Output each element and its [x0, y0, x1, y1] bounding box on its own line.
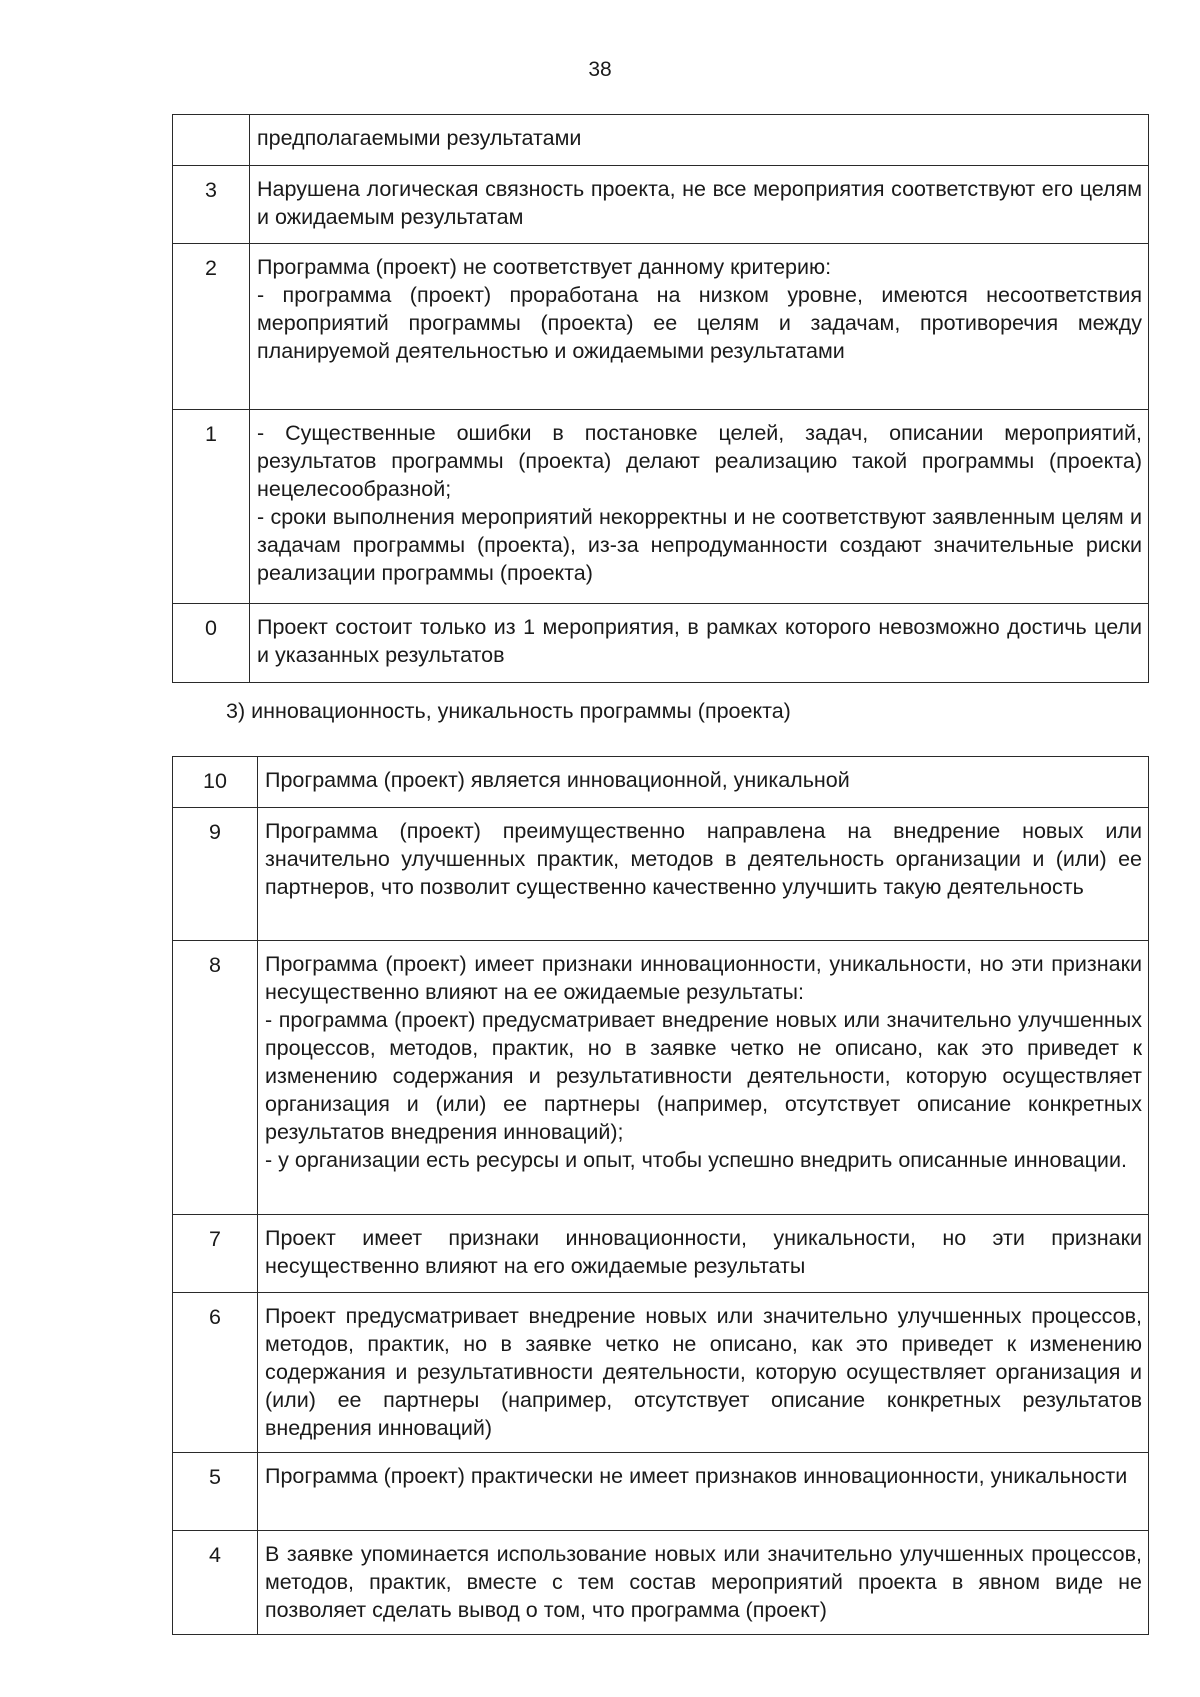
table-row — [173, 604, 1149, 683]
description-cell — [258, 757, 1149, 808]
description-cell — [258, 1215, 1149, 1293]
description-line: предполагаемыми результатами — [257, 126, 582, 150]
description-cell — [258, 1453, 1149, 1531]
score-cell: 8 — [173, 941, 258, 1215]
score-cell — [173, 115, 250, 166]
description-line: Программа (проект) преимущественно направлена на внедрение новых или значительно улучшенных практик, методов в деятельность организации и (или) ее партнеров, что позволит существенно качественно улучшить такую деятельность — [265, 819, 1142, 899]
score-cell: 2 — [173, 244, 250, 410]
table-row — [173, 1215, 1149, 1293]
description-line: В заявке упоминается использование новых или значительно улучшенных процессов, методов, практик, вместе с тем состав мероприятий проекта в явном виде не позволяет сделать вывод о том, что программа (проект) — [265, 1542, 1142, 1622]
table-row — [173, 1531, 1149, 1635]
description-line: - программа (проект) предусматривает внедрение новых или значительно улучшенных процессов, методов, практик, но в заявке четко не описано, как это приведет к изменению содержания и результативности деятельности, которую осуществляет организация и (или) ее партнеры (например, отсутствует описание конкретных результатов внедрения инноваций); — [265, 1008, 1142, 1144]
score-cell: 4 — [173, 1531, 258, 1635]
description-line: Проект имеет признаки инновационности, уникальности, но эти признаки несущественно влияют на его ожидаемые результаты — [265, 1226, 1142, 1278]
table-row — [173, 1453, 1149, 1531]
table-row — [173, 1293, 1149, 1453]
table-row — [173, 115, 1149, 166]
section-heading: 3) инновационность, уникальность программы (проекта) — [226, 699, 791, 723]
table-row — [173, 757, 1149, 808]
criteria-table-logic — [172, 114, 1149, 683]
description-cell — [258, 1293, 1149, 1453]
table-row — [173, 808, 1149, 941]
score-cell: 7 — [173, 1215, 258, 1293]
score-cell: 0 — [173, 604, 250, 683]
description-line: Нарушена логическая связность проекта, не все мероприятия соответствуют его целям и ожидаемым результатам — [257, 177, 1142, 229]
description-line: - Существенные ошибки в постановке целей, задач, описании мероприятий, результатов программы (проекта) делают реализацию такой программы (проекта) нецелесообразной; — [257, 421, 1142, 501]
score-cell: 6 — [173, 1293, 258, 1453]
page-number: 38 — [588, 58, 612, 81]
description-line: Программа (проект) имеет признаки инновационности, уникальности, но эти признаки несущественно влияют на ее ожидаемые результаты: — [265, 952, 1142, 1004]
description-line: Программа (проект) практически не имеет признаков инновационности, уникальности — [265, 1464, 1128, 1488]
description-cell — [250, 166, 1149, 244]
description-line: - у организации есть ресурсы и опыт, чтобы успешно внедрить описанные инновации. — [265, 1148, 1127, 1172]
description-line: - сроки выполнения мероприятий некорректны и не соответствуют заявленным целям и задачам программы (проекта), из-за непродуманности создают значительные риски реализации программы (проекта) — [257, 505, 1142, 585]
description-cell — [258, 941, 1149, 1215]
description-line: Программа (проект) не соответствует данному критерию: — [257, 255, 832, 279]
score-cell: 9 — [173, 808, 258, 941]
description-line: Проект предусматривает внедрение новых или значительно улучшенных процессов, методов, практик, но в заявке четко не описано, как это приведет к изменению содержания и результативности деятельности, которую осуществляет организация и (или) ее партнеры (например, отсутствует описание конкретных результатов внедрения инноваций) — [265, 1304, 1142, 1440]
score-cell: 10 — [173, 757, 258, 808]
description-cell — [250, 244, 1149, 410]
score-cell: 1 — [173, 410, 250, 604]
criteria-table-innovation — [172, 756, 1149, 1635]
description-cell — [250, 115, 1149, 166]
description-cell — [250, 410, 1149, 604]
table-row — [173, 941, 1149, 1215]
table-row — [173, 244, 1149, 410]
table-row — [173, 410, 1149, 604]
description-line: - программа (проект) проработана на низком уровне, имеются несоответствия мероприятий программы (проекта) ее целям и задачам, противоречия между планируемой деятельностью и ожидаемыми результатами — [257, 283, 1142, 363]
description-line: Проект состоит только из 1 мероприятия, в рамках которого невозможно достичь цели и указанных результатов — [257, 615, 1142, 667]
description-cell — [258, 808, 1149, 941]
score-cell: 5 — [173, 1453, 258, 1531]
description-line: Программа (проект) является инновационной, уникальной — [265, 768, 850, 792]
description-cell — [250, 604, 1149, 683]
score-cell: 3 — [173, 166, 250, 244]
description-cell — [258, 1531, 1149, 1635]
table-row — [173, 166, 1149, 244]
